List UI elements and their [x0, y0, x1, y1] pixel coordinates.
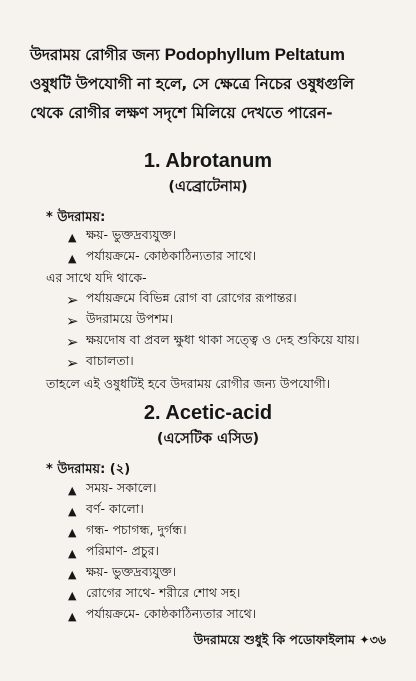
section-label: * উদরাময়: [46, 210, 106, 225]
triangle-icon: ▲ [68, 609, 77, 623]
list-item: ➢ পর্যায়ক্রমে বিভিন্ন রোগ বা রোগের রূপান্তর। [66, 290, 297, 309]
list-item: ▲ রোগের সাথে- শরীরে শোথ সহ। [68, 585, 241, 602]
triangle-icon: ▲ [68, 483, 77, 497]
list-item: ▲ সময়- সকালে। [68, 480, 157, 497]
chevron-right-icon: ➢ [66, 333, 79, 351]
connector-text: এর সাথে যদি থাকে- [46, 270, 147, 285]
intro-line-3: থেকে রোগীর লক্ষণ সদৃশে মিলিয়ে দেখতে পারেন- [30, 104, 333, 122]
triangle-icon: ▲ [68, 525, 77, 539]
section-subtitle: (এব্রোটেনাম) [168, 179, 248, 195]
page-footer: উদরাময়ে শুধুই কি পডোফাইলাম ✦৩৬ [193, 632, 386, 647]
list-item: ▲ পরিমাণ- প্রচুর। [68, 543, 159, 560]
list-item: ▲ পর্যায়ক্রমে- কোষ্ঠকাঠিন্যতার সাথে। [68, 248, 257, 265]
list-item: ▲ পর্যায়ক্রমে- কোষ্ঠকাঠিন্যতার সাথে। [68, 606, 257, 623]
chevron-right-icon: ➢ [66, 291, 79, 309]
triangle-icon: ▲ [68, 567, 77, 581]
list-item: ▲ ক্ষয়- ভুক্তদ্রব্যযুক্ত। [68, 564, 177, 581]
list-item: ▲ বর্ণ- কালো। [68, 501, 144, 518]
section-label: * উদরাময়: (২) [46, 462, 131, 477]
triangle-icon: ▲ [68, 546, 77, 560]
triangle-icon: ▲ [68, 251, 77, 265]
triangle-icon: ▲ [68, 230, 77, 244]
list-item: ▲ ক্ষয়- ভুক্তদ্রব্যযুক্ত। [68, 227, 177, 244]
section-title: 1. Abrotanum [143, 150, 273, 172]
triangle-icon: ▲ [68, 504, 77, 518]
chevron-right-icon: ➢ [66, 312, 79, 330]
conclusion-text: তাহলে এই ওষুধটিই হবে উদরাময় রোগীর জন্য উপযোগী। [46, 376, 331, 391]
section-subtitle: (এসেটিক এসিড) [156, 431, 260, 447]
intro-line-1 [30, 40, 406, 70]
intro-text: উদরাময় রোগীর জন্য [30, 46, 165, 64]
intro-paragraph [30, 40, 406, 128]
list-item: ➢ উদরাময়ে উপশম। [66, 311, 174, 330]
intro-line-2: ওষুধটি উপযোগী না হলে, সে ক্ষেত্রে নিচের ওষুধগুলি [30, 75, 354, 93]
list-item: ➢ ক্ষয়দোষ বা প্রবল ক্ষুধা থাকা সত্ত্বে ও দেহ শুকিয়ে যায়। [66, 332, 360, 351]
chevron-right-icon: ➢ [66, 354, 79, 372]
triangle-icon: ▲ [68, 588, 77, 602]
list-item: ➢ বাচালতা। [66, 353, 134, 372]
list-item: ▲ গন্ধ- পচাগন্ধ, দুর্গন্ধ। [68, 522, 187, 539]
remedy-name: Podophyllum Peltatum [164, 45, 345, 64]
section-title: 2. Acetic-acid [143, 402, 273, 424]
